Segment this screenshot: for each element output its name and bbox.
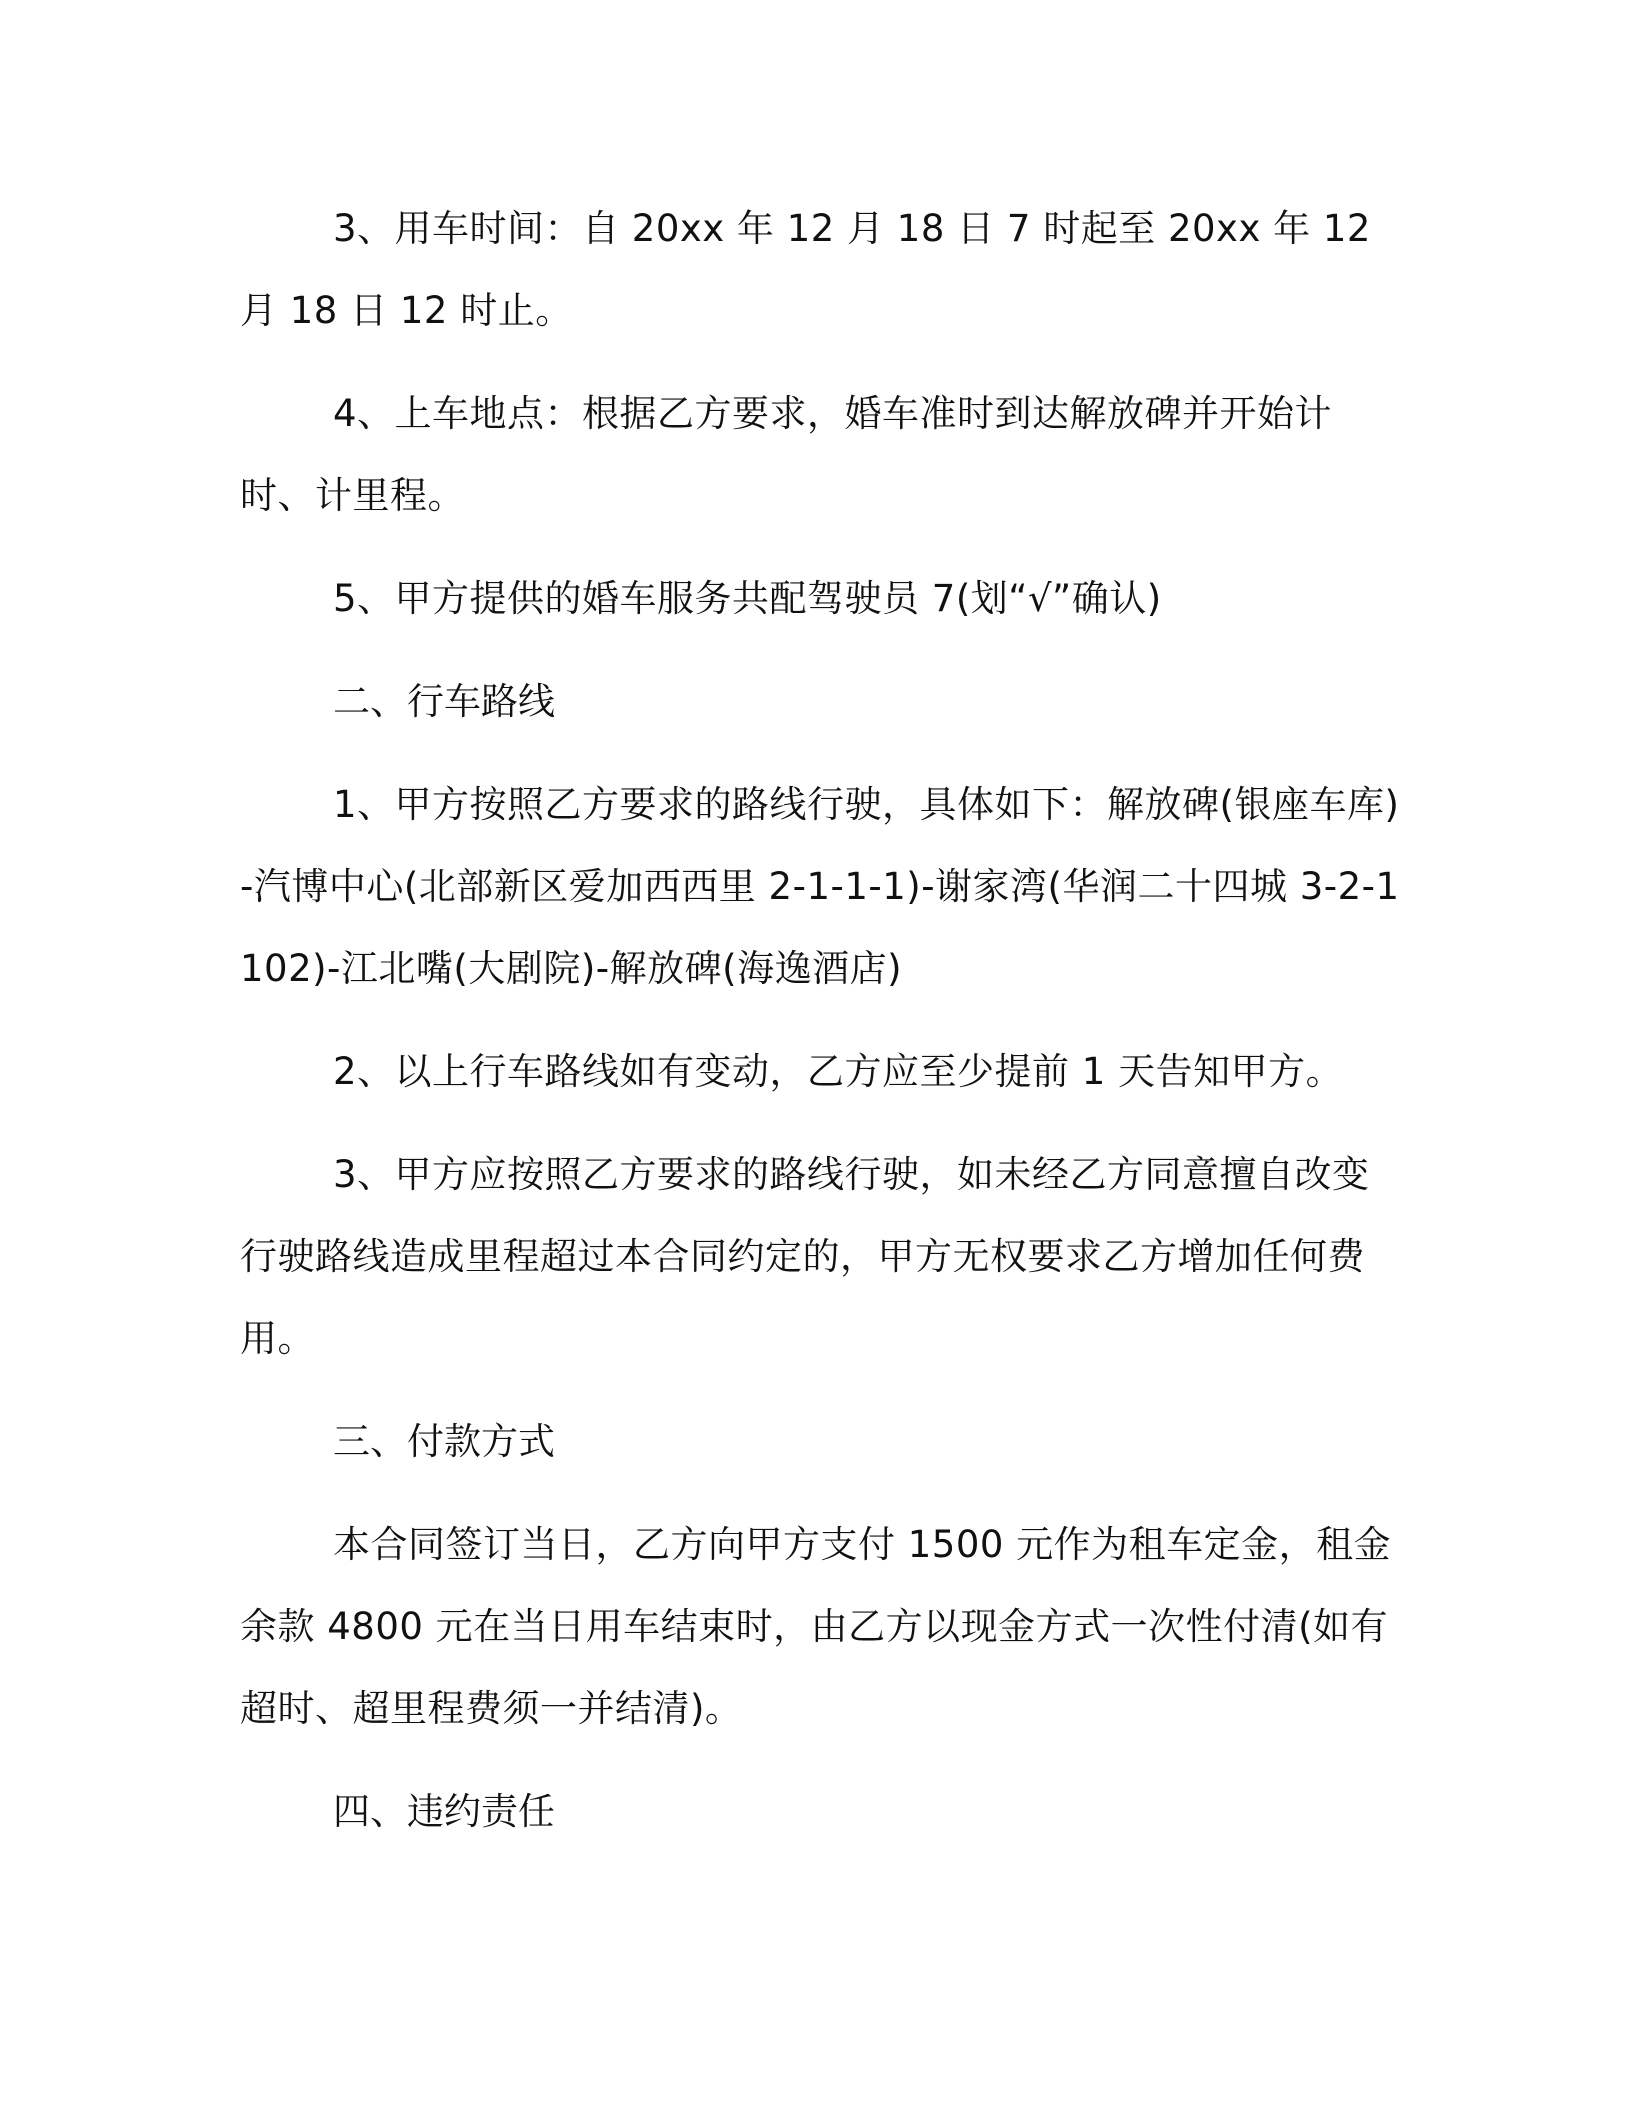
section-heading-liability: 四、违约责任 bbox=[333, 1790, 555, 1833]
document-body bbox=[240, 188, 1400, 1853]
paragraph-route-change: 2、以上行车路线如有变动，乙方应至少提前 1 天告知甲方。 bbox=[333, 1050, 1344, 1093]
section-heading-payment: 三、付款方式 bbox=[333, 1420, 555, 1463]
paragraph-pickup-location: 4、上车地点：根据乙方要求，婚车准时到达解放碑并开始计时、计里程。 bbox=[240, 392, 1333, 517]
paragraph-route-details: 1、甲方按照乙方要求的路线行驶，具体如下：解放碑(银座车库)-汽博中心(北部新区爱加西西里 2-1-1-1)-谢家湾(华润二十四城 3-2-1102)-江北嘴(大剧院)-解放碑(海逸酒店) bbox=[240, 783, 1400, 990]
paragraph-payment-terms: 本合同签订当日，乙方向甲方支付 1500 元作为租车定金，租金余款 4800 元在当日用车结束时，由乙方以现金方式一次性付清(如有超时、超里程费须一并结清)。 bbox=[240, 1523, 1392, 1730]
section-heading-route: 二、行车路线 bbox=[333, 680, 555, 723]
paragraph-drivers: 5、甲方提供的婚车服务共配驾驶员 7(划“√”确认) bbox=[333, 577, 1162, 620]
paragraph-route-deviation: 3、甲方应按照乙方要求的路线行驶，如未经乙方同意擅自改变行驶路线造成里程超过本合同约定的，甲方无权要求乙方增加任何费用。 bbox=[240, 1153, 1370, 1360]
paragraph-usage-time: 3、用车时间：自 20xx 年 12 月 18 日 7 时起至 20xx 年 12 月 18 日 12 时止。 bbox=[240, 207, 1371, 332]
